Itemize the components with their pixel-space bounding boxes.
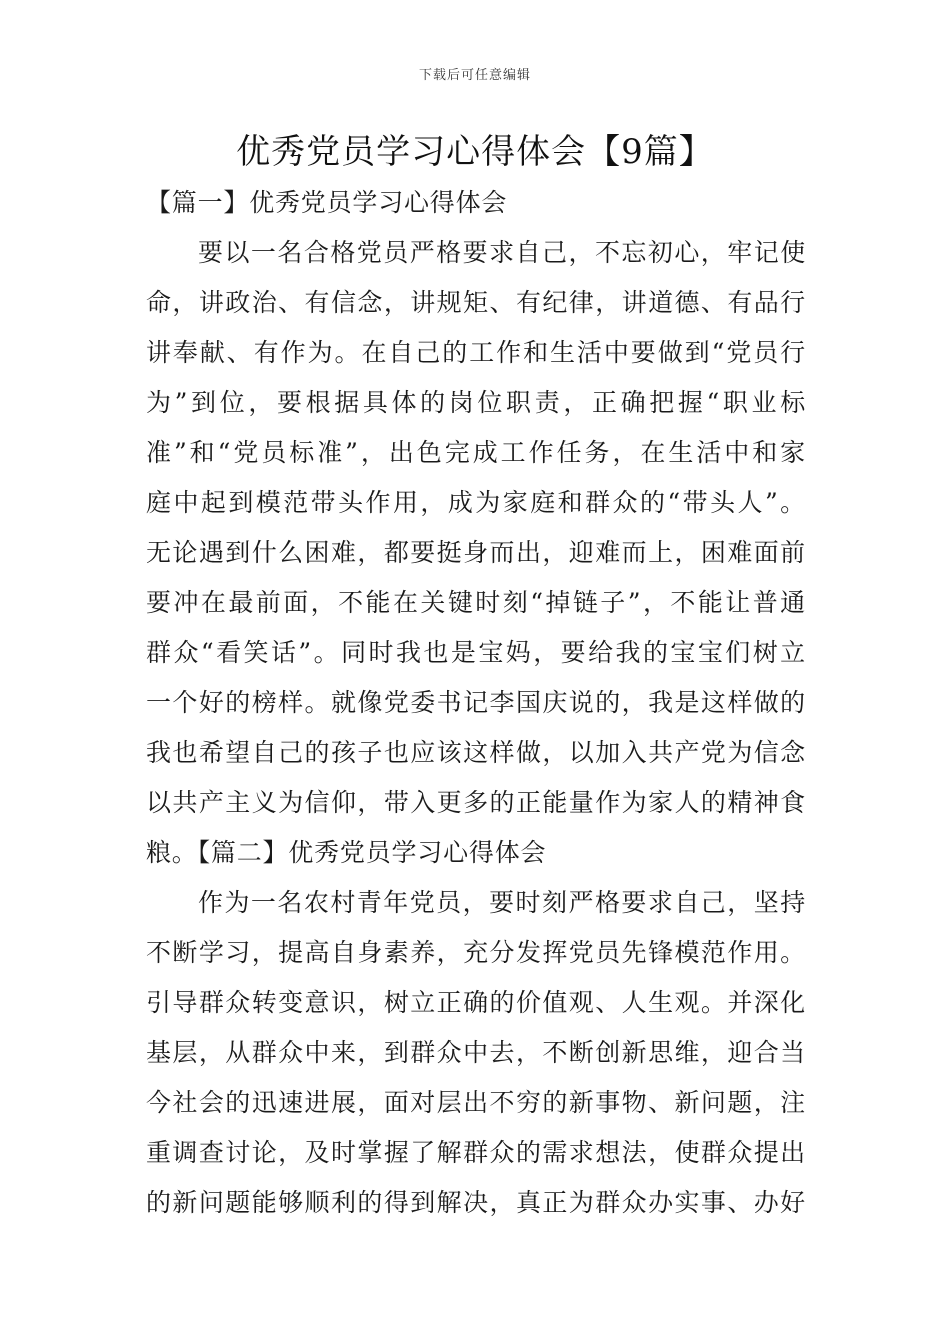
paragraph-line: 不断学习，提高自身素养，充分发挥党员先锋模范作用。 <box>146 938 806 967</box>
paragraph-line: 庭中起到模范带头作用，成为家庭和群众的“带头人”。 <box>146 488 806 517</box>
paragraph-line: 准”和“党员标准”，出色完成工作任务，在生活中和家 <box>146 438 806 467</box>
document-title: 优秀党员学习心得体会【9篇】 <box>236 132 714 172</box>
paragraph-line: 的新问题能够顺利的得到解决，真正为群众办实事、办好 <box>146 1188 806 1217</box>
paragraph-line: 群众“看笑话”。同时我也是宝妈，要给我的宝宝们树立 <box>146 638 806 667</box>
paragraph-line: 一个好的榜样。就像党委书记李国庆说的，我是这样做的 <box>146 688 806 717</box>
paragraph-line: 重调查讨论，及时掌握了解群众的需求想法，使群众提出 <box>146 1138 806 1167</box>
paragraph-line: 要以一名合格党员严格要求自己，不忘初心，牢记使 <box>198 238 806 267</box>
paragraph-line: 讲奉献、有作为。在自己的工作和生活中要做到“党员行 <box>146 338 806 367</box>
document-body <box>146 178 806 1228</box>
paragraph-line: 要冲在最前面，不能在关键时刻“掉链子”，不能让普通 <box>146 588 806 617</box>
header-note: 下载后可任意编辑 <box>418 68 531 83</box>
paragraph-line: 为”到位，要根据具体的岗位职责，正确把握“职业标 <box>146 388 806 417</box>
paragraph-line: 基层，从群众中来，到群众中去，不断创新思维，迎合当 <box>146 1038 806 1067</box>
section-heading-1: 【篇一】优秀党员学习心得体会 <box>146 188 508 217</box>
paragraph-line: 引导群众转变意识，树立正确的价值观、人生观。并深化 <box>146 988 806 1017</box>
paragraph-line: 我也希望自己的孩子也应该这样做，以加入共产党为信念 <box>146 738 806 767</box>
paragraph-line: 以共产主义为信仰，带入更多的正能量作为家人的精神食 <box>146 788 806 817</box>
paragraph-line: 命，讲政治、有信念，讲规矩、有纪律，讲道德、有品行 <box>146 288 806 317</box>
paragraph-line: 作为一名农村青年党员，要时刻严格要求自己，坚持 <box>198 888 806 917</box>
paragraph-line: 无论遇到什么困难，都要挺身而出，迎难而上，困难面前 <box>146 538 806 567</box>
paragraph-line: 今社会的迅速进展，面对层出不穷的新事物、新问题，注 <box>146 1088 806 1117</box>
paragraph-line-with-section-heading-2: 粮。【篇二】优秀党员学习心得体会 <box>146 838 547 867</box>
